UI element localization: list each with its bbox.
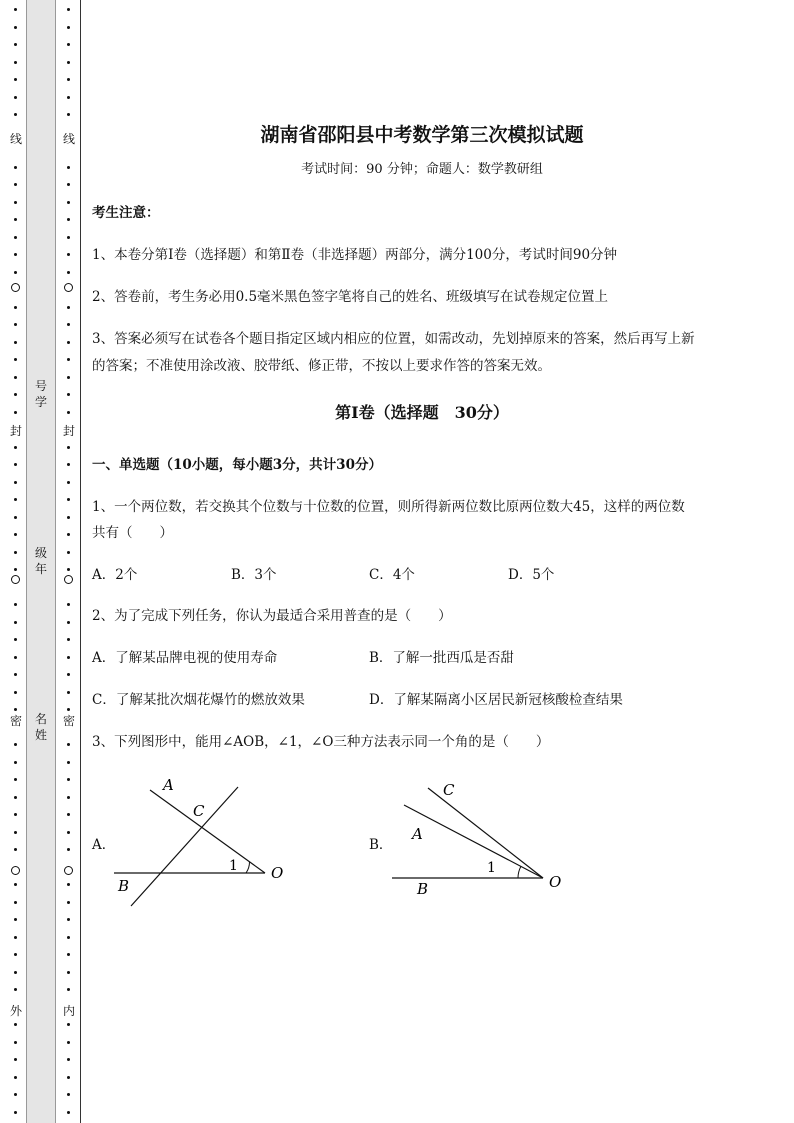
fig-a-line-through-c [131, 787, 238, 906]
binding-dot [14, 936, 17, 939]
binding-dot [14, 253, 17, 256]
outer-label-feng: 封 [9, 424, 22, 438]
q2-stem: 2、为了完成下列任务，你认为最适合采用普查的是（ ） [92, 608, 452, 624]
fig-a-label-a: A [163, 776, 174, 794]
binding-dot [14, 551, 17, 554]
inner-label-xian: 线 [62, 132, 75, 146]
q1-option-b: B．3个 [231, 567, 277, 583]
binding-dot [67, 691, 70, 694]
binding-dot [67, 1093, 70, 1096]
binding-dot [67, 376, 70, 379]
binding-dot [67, 516, 70, 519]
binding-dot [67, 708, 70, 711]
binding-dot [67, 971, 70, 974]
fig-b-ray-oc [428, 788, 543, 878]
binding-dot [67, 8, 70, 11]
binding-dot [14, 498, 17, 501]
q1-stem-cont: 共有（ ） [92, 525, 173, 541]
binding-dot [14, 743, 17, 746]
binding-ring [64, 283, 73, 292]
q3-option-a: A． [92, 837, 116, 853]
binding-dot [67, 883, 70, 886]
notes-heading: 考生注意： [92, 205, 160, 221]
binding-dot [14, 621, 17, 624]
binding-dot [67, 603, 70, 606]
binding-dot [14, 883, 17, 886]
outer-label-xian: 线 [9, 132, 22, 146]
binding-ring [11, 866, 20, 875]
q2-option-b: B．了解一批西瓜是否甜 [369, 650, 514, 666]
binding-dot [67, 533, 70, 536]
binding-dot [14, 953, 17, 956]
binding-ring [11, 575, 20, 584]
binding-dot [67, 551, 70, 554]
outer-dotted-line [11, 0, 21, 1123]
q2-option-d: D．了解某隔离小区居民新冠核酸检查结果 [369, 692, 623, 708]
q2-option-a: A．了解某品牌电视的使用寿命 [92, 650, 278, 666]
binding-dot [14, 306, 17, 309]
fig-b-label-c: C [443, 781, 455, 799]
q3-figure-a [108, 770, 298, 910]
binding-dot [14, 61, 17, 64]
binding-dot [14, 1058, 17, 1061]
fig-b-angle-arc [518, 866, 521, 878]
binding-dot [14, 8, 17, 11]
field-name: 名姓 [34, 712, 47, 742]
binding-dot [14, 113, 17, 116]
binding-dot [14, 778, 17, 781]
fig-a-label-1: 1 [229, 858, 238, 874]
binding-dot [67, 306, 70, 309]
binding-dot [14, 201, 17, 204]
field-student-number: 号学 [34, 379, 47, 409]
binding-dot [14, 1023, 17, 1026]
binding-dot [67, 988, 70, 991]
binding-dot [14, 341, 17, 344]
binding-dot [14, 708, 17, 711]
binding-dot [14, 96, 17, 99]
binding-dot [14, 691, 17, 694]
q3-figure-b [388, 775, 578, 900]
fig-b-label-1: 1 [487, 860, 496, 876]
binding-dot [67, 1058, 70, 1061]
binding-dot [14, 358, 17, 361]
binding-dot [14, 446, 17, 449]
q3-stem: 3、下列图形中，能用∠AOB，∠1，∠O三种方法表示同一个角的是（ ） [92, 734, 550, 750]
binding-ring [64, 575, 73, 584]
part-heading: 一、单选题（10小题，每小题3分，共计30分） [92, 457, 382, 473]
binding-dot [67, 271, 70, 274]
binding-dot [14, 831, 17, 834]
binding-dot [67, 218, 70, 221]
binding-dot [67, 498, 70, 501]
binding-dot [67, 201, 70, 204]
binding-dot [67, 831, 70, 834]
binding-dot [14, 463, 17, 466]
binding-dot [67, 568, 70, 571]
binding-dot [14, 236, 17, 239]
binding-dot [14, 323, 17, 326]
binding-ring [11, 283, 20, 292]
binding-dot [14, 393, 17, 396]
binding-dot [14, 533, 17, 536]
binding-dot [67, 621, 70, 624]
binding-dot [67, 901, 70, 904]
binding-dot [67, 78, 70, 81]
inner-label-nei: 内 [62, 1004, 75, 1018]
fig-a-ray-oa [150, 790, 265, 873]
binding-margin [0, 0, 82, 1123]
binding-dot [14, 26, 17, 29]
binding-dot [67, 61, 70, 64]
binding-dot [14, 516, 17, 519]
fig-a-label-c: C [193, 802, 205, 820]
fig-b-label-a: A [412, 825, 423, 843]
binding-ring [64, 866, 73, 875]
outer-label-mi: 密 [9, 714, 22, 728]
binding-dot [14, 761, 17, 764]
q3-option-b: B． [369, 837, 393, 853]
q2-option-c: C．了解某批次烟花爆竹的燃放效果 [92, 692, 305, 708]
binding-dot [14, 43, 17, 46]
binding-dot [14, 918, 17, 921]
fig-b-label-o: O [549, 873, 562, 891]
binding-dot [67, 393, 70, 396]
q1-option-d: D．5个 [508, 567, 555, 583]
binding-dot [14, 218, 17, 221]
binding-dot [67, 1023, 70, 1026]
binding-dot [14, 481, 17, 484]
binding-dot [14, 271, 17, 274]
binding-dot [14, 376, 17, 379]
binding-dot [67, 236, 70, 239]
fig-a-label-o: O [271, 864, 284, 882]
binding-dot [67, 1111, 70, 1114]
binding-dot [14, 1041, 17, 1044]
binding-dot [67, 638, 70, 641]
note-2: 2、答卷前，考生务必用0.5毫米黑色签字笔将自己的姓名、班级填写在试卷规定位置上 [92, 289, 609, 305]
q1-option-c: C．4个 [369, 567, 415, 583]
binding-dot [67, 761, 70, 764]
note-3-cont: 的答案；不准使用涂改液、胶带纸、修正带，不按以上要求作答的答案无效。 [92, 358, 551, 374]
binding-dot [67, 341, 70, 344]
binding-dot [67, 953, 70, 956]
binding-dot [67, 323, 70, 326]
binding-dot [14, 673, 17, 676]
binding-dot [67, 936, 70, 939]
field-grade: 级年 [34, 546, 47, 576]
q1-option-a: A．2个 [92, 567, 138, 583]
binding-dot [67, 411, 70, 414]
binding-dot [14, 813, 17, 816]
binding-dot [14, 183, 17, 186]
page-title: 湖南省邵阳县中考数学第三次模拟试题 [260, 124, 584, 146]
binding-dot [14, 656, 17, 659]
binding-dot [67, 446, 70, 449]
binding-dot [14, 796, 17, 799]
binding-dot [67, 113, 70, 116]
binding-dot [67, 813, 70, 816]
outer-label-wai: 外 [9, 1004, 22, 1018]
q1-stem: 1、一个两位数，若交换其个位数与十位数的位置，则所得新两位数比原两位数大45，这样的两位数 [92, 499, 685, 515]
binding-dot [67, 26, 70, 29]
binding-dot [67, 43, 70, 46]
binding-dot [14, 1093, 17, 1096]
binding-dot [67, 796, 70, 799]
note-3: 3、答案必须写在试卷各个题目指定区域内相应的位置，如需改动，先划掉原来的答案，然后再写上新 [92, 331, 695, 347]
fig-a-label-b: B [118, 877, 130, 895]
binding-dot [67, 96, 70, 99]
binding-dot [67, 743, 70, 746]
section-title: 第Ⅰ卷（选择题 30分） [335, 403, 509, 422]
binding-dot [67, 778, 70, 781]
binding-dot [67, 183, 70, 186]
binding-dot [67, 358, 70, 361]
inner-label-mi: 密 [62, 714, 75, 728]
binding-dot [14, 988, 17, 991]
inner-label-feng: 封 [62, 424, 75, 438]
binding-dot [14, 603, 17, 606]
binding-dot [67, 166, 70, 169]
fig-b-label-b: B [417, 880, 429, 898]
binding-dot [14, 166, 17, 169]
binding-dot [14, 1076, 17, 1079]
fig-a-angle-arc [246, 862, 250, 873]
binding-dot [14, 568, 17, 571]
binding-dot [67, 918, 70, 921]
binding-dot [67, 481, 70, 484]
exam-meta: 考试时间：90 分钟；命题人：数学教研组 [301, 162, 543, 177]
binding-dot [67, 848, 70, 851]
fig-b-ray-oa [404, 805, 543, 878]
inner-dotted-line [64, 0, 74, 1123]
binding-dot [67, 463, 70, 466]
binding-dot [14, 971, 17, 974]
binding-dot [14, 901, 17, 904]
binding-dot [67, 673, 70, 676]
binding-dot [14, 411, 17, 414]
binding-dot [14, 638, 17, 641]
binding-dot [67, 656, 70, 659]
margin-rule [80, 0, 81, 1123]
binding-dot [67, 253, 70, 256]
note-1: 1、本卷分第Ⅰ卷（选择题）和第Ⅱ卷（非选择题）两部分，满分100分，考试时间90分钟 [92, 247, 618, 263]
binding-dot [14, 1111, 17, 1114]
binding-dot [67, 1076, 70, 1079]
binding-dot [14, 848, 17, 851]
binding-dot [67, 1041, 70, 1044]
binding-dot [14, 78, 17, 81]
